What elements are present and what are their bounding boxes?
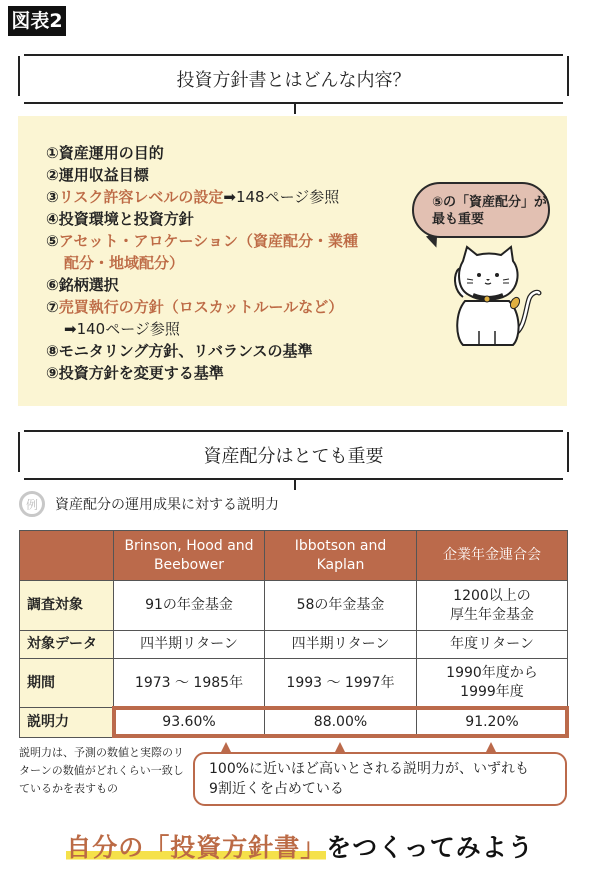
bottom-title-accent: 自分の「投資方針書」 (66, 833, 327, 862)
table-header: Brinson, Hood and Beebower (114, 531, 265, 581)
list-item-continuation: 配分・地域配分） (64, 254, 185, 272)
speech-bubble: ⑤の「資産配分」が 最も重要 (412, 182, 550, 238)
footnote: 説明力は、予測の数値と実際のリターンの数値がどれくらい一致しているかを表すもの (19, 746, 184, 795)
figure-label: 図表2 (8, 6, 66, 36)
section-header-allocation (18, 430, 569, 480)
table-header: 企業年金連合会 (417, 531, 568, 581)
table-cell: 四半期リターン (114, 631, 265, 659)
list-item: ⑦売買執行の方針（ロスカットルールなど） (46, 298, 344, 316)
table-cell: 58の年金基金 (265, 581, 417, 631)
connector-line (294, 104, 296, 114)
pointer-arrow (486, 742, 496, 752)
callout-box: 100%に近いほど高いとされる説明力が、いずれも 9割近くを占めている (193, 752, 567, 806)
policy-items-list (46, 142, 358, 384)
bottom-title-rest: をつくってみよう (326, 833, 534, 862)
bottom-title (0, 828, 600, 864)
table-cell: 1990年度から 1999年度 (417, 659, 568, 708)
example-text: 資産配分の運用成果に対する説明力 (55, 497, 279, 513)
list-item-continuation: ➡140ページ参照 (64, 320, 180, 338)
list-item: ⑥銘柄選択 (46, 276, 119, 294)
row-label: 対象データ (20, 631, 114, 659)
table-header-row (20, 531, 568, 581)
table-row (20, 659, 568, 708)
table-header-empty (20, 531, 114, 581)
table-cell: 88.00% (265, 708, 417, 738)
table-cell: 1200以上の 厚生年金基金 (417, 581, 568, 631)
example-caption (19, 490, 279, 518)
row-label: 調査対象 (20, 581, 114, 631)
table-cell: 四半期リターン (265, 631, 417, 659)
pointer-arrow (221, 742, 231, 752)
table-row (20, 581, 568, 631)
table-cell: 1993 ～ 1997年 (265, 659, 417, 708)
explanatory-power-table (19, 530, 568, 738)
cat-mascot-icon (433, 241, 543, 351)
policy-contents-box (18, 116, 567, 406)
table-row (20, 708, 568, 738)
table-cell: 93.60% (114, 708, 265, 738)
list-item: ①資産運用の目的 (46, 144, 164, 162)
list-item: ⑨投資方針を変更する基準 (46, 364, 224, 382)
section-title: 投資方針書とはどんな内容？ (176, 70, 411, 91)
pointer-arrow (335, 742, 345, 752)
row-label: 期間 (20, 659, 114, 708)
table-cell: 91.20% (417, 708, 568, 738)
list-item: ⑤アセット・アロケーション（資産配分・業種 (46, 232, 358, 250)
table-cell: 1973 ～ 1985年 (114, 659, 265, 708)
list-item: ②運用収益目標 (46, 166, 149, 184)
list-item: ④投資環境と投資方針 (46, 210, 194, 228)
section-header-policy (18, 54, 569, 104)
list-item: ⑧モニタリング方針、リバランスの基準 (46, 342, 313, 360)
list-item: ③リスク許容レベルの設定➡148ページ参照 (46, 188, 340, 206)
connector-line (294, 480, 296, 490)
example-icon: 例 (19, 491, 45, 517)
row-label: 説明力 (20, 708, 114, 738)
section-title: 資産配分はとても重要 (203, 446, 384, 467)
table-row (20, 631, 568, 659)
table-header: Ibbotson and Kaplan (265, 531, 417, 581)
table-cell: 91の年金基金 (114, 581, 265, 631)
table-cell: 年度リターン (417, 631, 568, 659)
